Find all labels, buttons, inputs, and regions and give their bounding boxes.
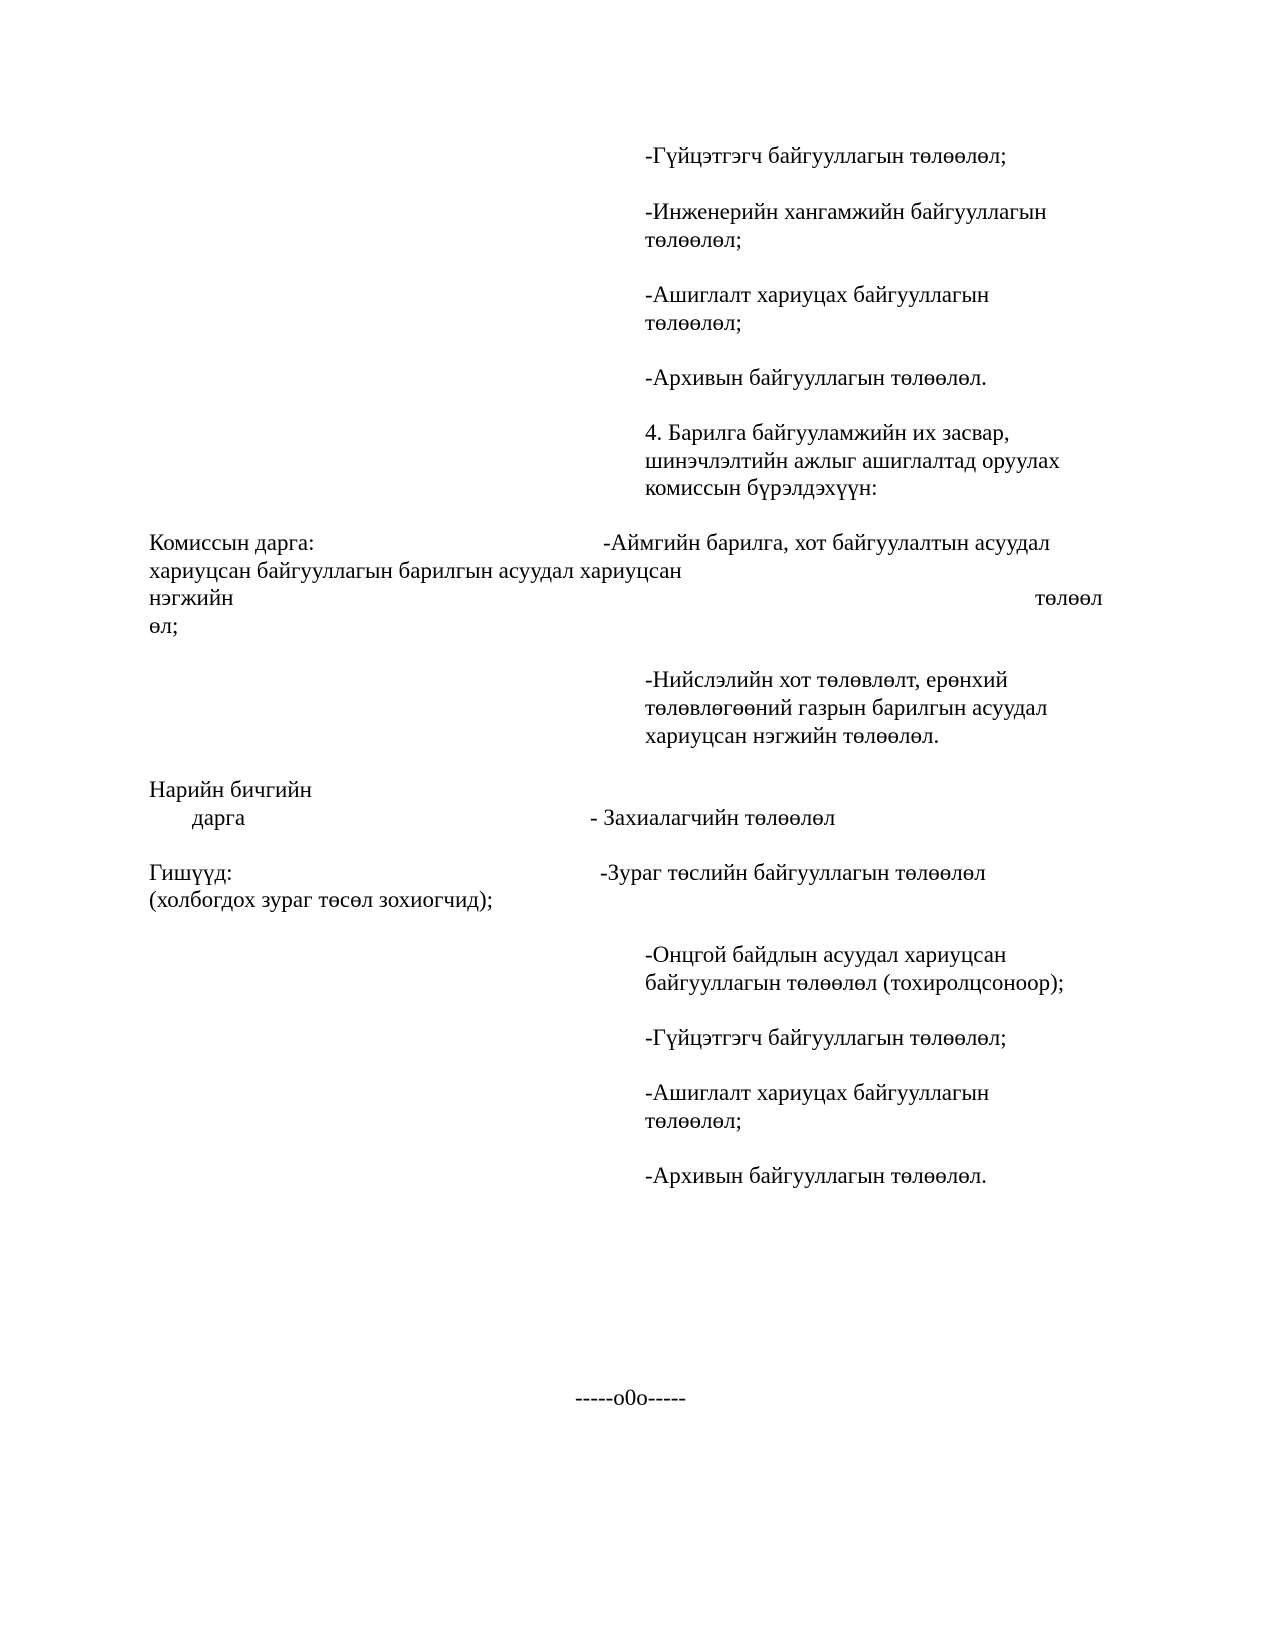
chair-text-3b: төлөөл [1035,585,1103,610]
section4-line-2: шинэчлэлтийн ажлыг ашиглалтад оруулах [645,448,1060,473]
members-text-2: (холбогдох зураг төсөл зохиогчид); [149,887,494,912]
block2-line-emergency: -Онцгой байдлын асуудал хариуцсан [645,942,1007,967]
secretary-label-1: Нарийн бичгийн [149,777,312,802]
capital-line-1: -Нийслэлийн хот төлөвлөлт, ерөнхий [645,667,1008,692]
chair-text-4: өл; [149,613,179,638]
chair-text-2: хариуцсан байгууллагын барилгын асуудал хариуцсан [149,558,682,583]
chair-text-3a: нэгжийн [149,585,234,610]
footer-divider: -----o0o----- [575,1385,687,1410]
block1-line-engineering-cont: төлөөлөл; [645,227,742,252]
chair-text-1: -Аймгийн барилга, хот байгуулалтын асуудал [603,530,1051,555]
capital-line-2: төлөвлөгөөний газрын барилгын асуудал [645,695,1048,720]
block1-line-operation: -Ашиглалт хариуцах байгууллагын [645,282,990,307]
block2-line-operation: -Ашиглалт хариуцах байгууллагын [645,1080,990,1105]
chair-label: Комиссын дарга: [149,530,315,555]
section4-line-1: 4. Барилга байгууламжийн их засвар, [645,420,1010,445]
members-label: Гишүүд: [149,860,233,885]
block1-line-archive: -Архивын байгууллагын төлөөлөл. [645,365,987,390]
block1-line-engineering: -Инженерийн хангамжийн байгууллагын [645,199,1047,224]
capital-line-3: хариуцсан нэгжийн төлөөлөл. [645,723,940,748]
secretary-label-2: дарга [192,805,246,830]
block2-line-contractor: -Гүйцэтгэгч байгууллагын төлөөлөл; [645,1025,1007,1050]
members-text: -Зураг төслийн байгууллагын төлөөлөл [600,860,986,885]
block2-line-emergency-cont: байгууллагын төлөөлөл (тохиролцсоноор); [645,970,1065,995]
block2-line-operation-cont: төлөөлөл; [645,1108,742,1133]
block2-line-archive: -Архивын байгууллагын төлөөлөл. [645,1163,987,1188]
section4-line-3: комиссын бүрэлдэхүүн: [645,475,878,500]
block1-line-contractor: -Гүйцэтгэгч байгууллагын төлөөлөл; [645,143,1007,168]
secretary-text: - Захиалагчийн төлөөлөл [590,805,836,830]
block1-line-operation-cont: төлөөлөл; [645,310,742,335]
